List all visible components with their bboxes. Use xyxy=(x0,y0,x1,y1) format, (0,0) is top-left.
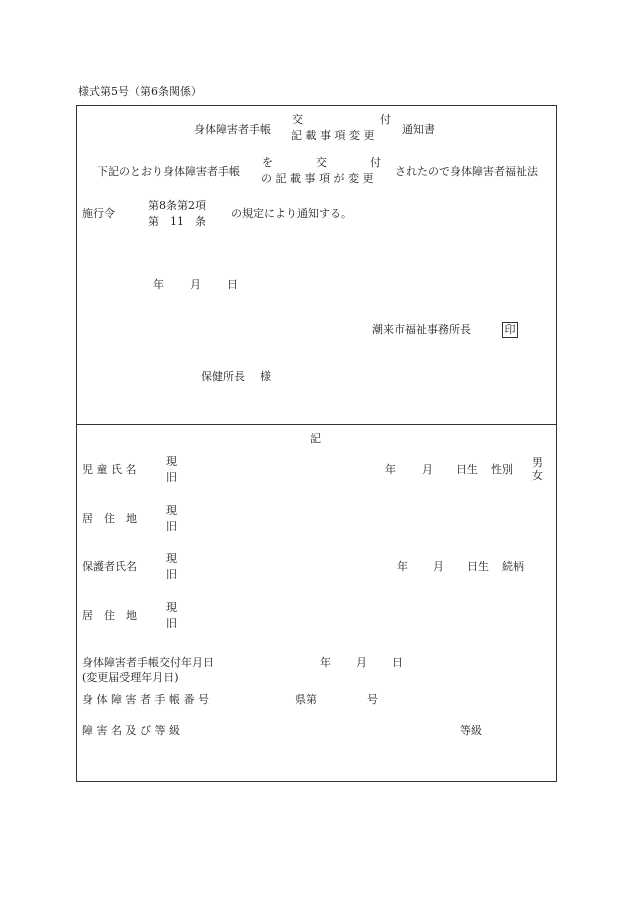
child-name-current: 現 xyxy=(166,455,177,468)
body-line1-option-a: を xyxy=(262,156,273,169)
body-line1-prefix: 下記のとおり身体障害者手帳 xyxy=(97,165,240,178)
form-number: 様式第5号（第6条関係） xyxy=(78,85,202,98)
issue-date-sublabel: (変更届受理年月日) xyxy=(82,671,179,684)
recipient-name: 保健所長 xyxy=(201,370,245,383)
guardian-old: 旧 xyxy=(166,568,177,581)
child-birth-day: 日生 xyxy=(456,463,478,476)
ki-heading: 記 xyxy=(310,432,321,445)
title-option-change: 記 載 事 項 変 更 xyxy=(291,129,375,142)
body-line1-option-c: 付 xyxy=(370,156,381,169)
address1-label: 居 住 地 xyxy=(82,512,137,525)
card-number-pref: 県第 xyxy=(295,693,317,706)
body-line2-option-b: 第 11 条 xyxy=(148,215,206,228)
body-line1-option-b: 交 xyxy=(316,156,327,169)
relation-label: 続柄 xyxy=(502,560,524,573)
body-line2-prefix: 施行令 xyxy=(82,207,115,220)
body-line1-option-change: の 記 載 事 項 が 変 更 xyxy=(261,172,374,185)
card-number-label: 身 体 障 害 者 手 帳 番 号 xyxy=(82,693,209,706)
child-birth-month: 月 xyxy=(422,463,433,476)
guardian-label: 保護者氏名 xyxy=(82,560,137,573)
issue-year: 年 xyxy=(320,656,331,669)
issue-day: 日 xyxy=(392,656,403,669)
date-month: 月 xyxy=(190,278,201,291)
body-line2-suffix: の規定により通知する。 xyxy=(231,207,352,220)
notice-box xyxy=(76,105,557,425)
guardian-current: 現 xyxy=(166,552,177,565)
child-name-label: 児 童 氏 名 xyxy=(82,463,137,476)
issue-date-label: 身体障害者手帳交付年月日 xyxy=(82,656,214,669)
sex-male: 男 xyxy=(532,456,543,469)
disability-label: 障 害 名 及 び 等 級 xyxy=(82,724,180,737)
title-option-issue-a: 交 xyxy=(292,113,303,126)
sex-label: 性別 xyxy=(491,463,513,476)
title-main: 身体障害者手帳 xyxy=(194,123,271,136)
address2-current: 現 xyxy=(166,601,177,614)
address1-current: 現 xyxy=(166,504,177,517)
guardian-birth-day: 日生 xyxy=(467,560,489,573)
address2-old: 旧 xyxy=(166,617,177,630)
body-line2-option-a: 第8条第2項 xyxy=(148,199,206,212)
issue-month: 月 xyxy=(356,656,367,669)
title-suffix: 通知書 xyxy=(402,123,435,136)
date-year: 年 xyxy=(153,278,164,291)
card-number-suffix: 号 xyxy=(367,693,378,706)
recipient-honorific: 様 xyxy=(260,370,271,383)
sex-female: 女 xyxy=(532,469,543,482)
child-name-old: 旧 xyxy=(166,471,177,484)
seal-mark: 印 xyxy=(502,322,518,338)
guardian-birth-year: 年 xyxy=(397,560,408,573)
body-line1-suffix: されたので身体障害者福祉法 xyxy=(395,165,538,178)
title-option-issue-b: 付 xyxy=(380,113,391,126)
sender: 潮来市福祉事務所長 xyxy=(372,323,471,336)
child-birth-year: 年 xyxy=(385,463,396,476)
date-day: 日 xyxy=(227,278,238,291)
grade-label: 等級 xyxy=(460,724,482,737)
guardian-birth-month: 月 xyxy=(433,560,444,573)
address2-label: 居 住 地 xyxy=(82,609,137,622)
address1-old: 旧 xyxy=(166,520,177,533)
